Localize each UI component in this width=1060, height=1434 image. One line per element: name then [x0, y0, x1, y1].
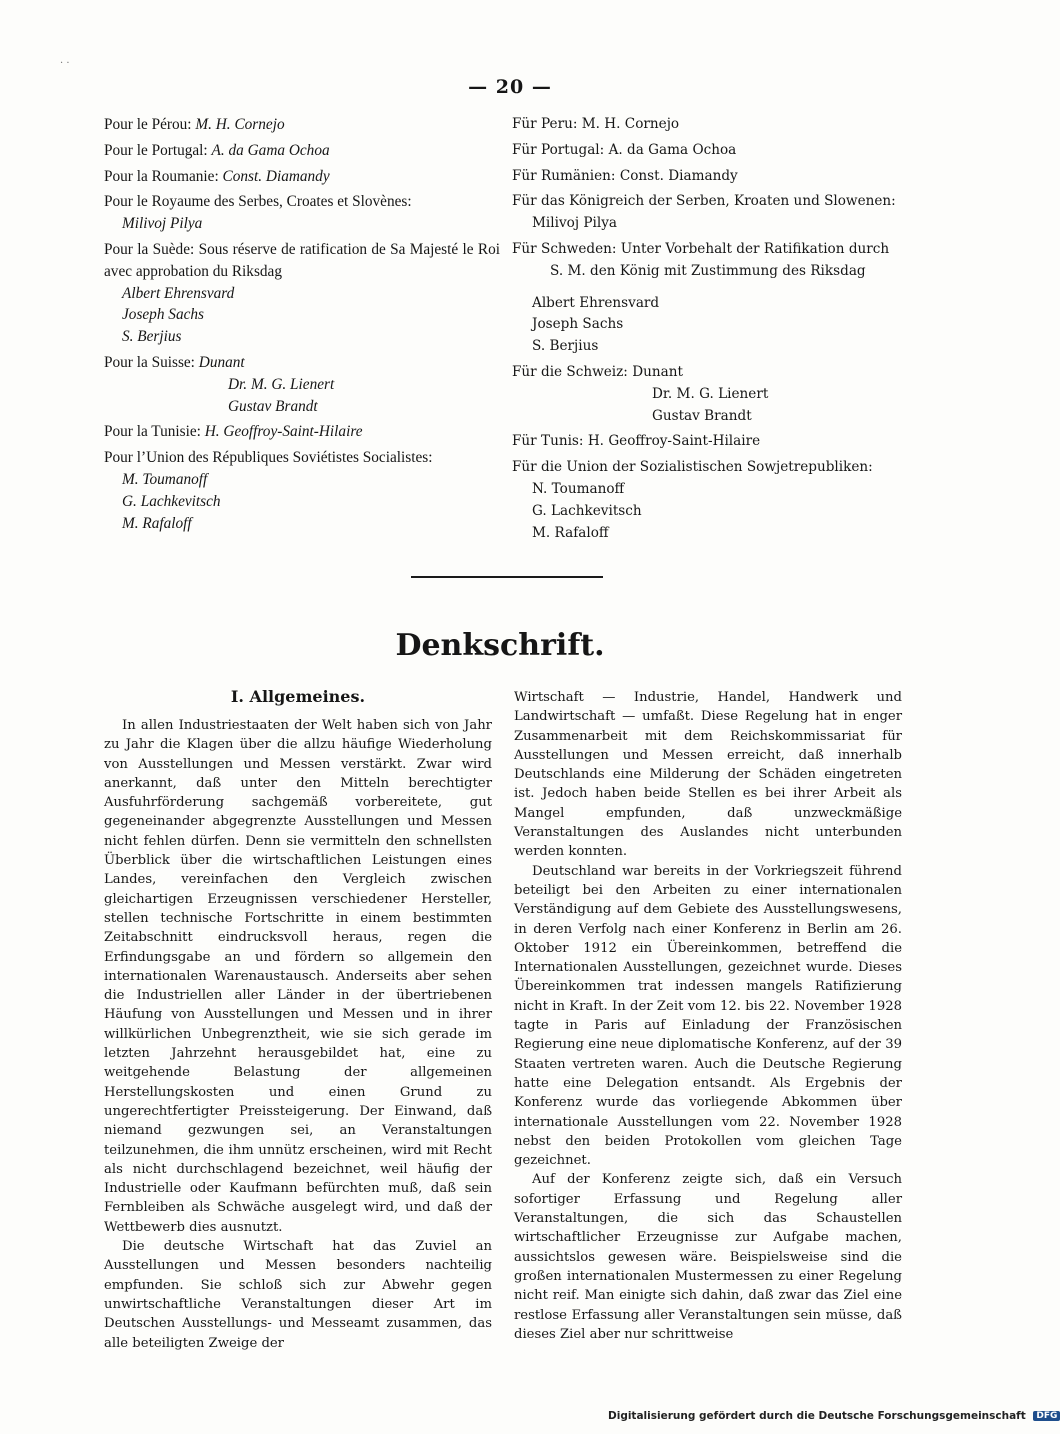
signature-country-label: Für das Königreich der Serben, Kroaten und Slowenen:: [512, 193, 896, 210]
signatory-name: M. Rafaloff: [122, 514, 192, 532]
text-column-left: [104, 686, 492, 1353]
paragraph: Wirtschaft — Industrie, Handel, Handwerk und Landwirtschaft — umfaßt. Diese Regelung hat in enger Zusammenarbeit mit dem Reichskommissariat für Ausstellungen und Messen erreicht, daß innerhalb Deutschlands eine Milderung der Schäden eingetreten ist. Jedoch haben beide Stellen es bei ihrer Arbeit als Mangel empfunden, daß unzweckmäßige Veranstaltungen des Auslandes nicht unterbunden werden konnten.: [514, 690, 902, 860]
signatory-name: Gustav Brandt: [228, 397, 318, 415]
dfg-logo-icon: DFG: [1033, 1411, 1060, 1421]
signature-country-label: Für die Schweiz:: [512, 363, 628, 380]
paragraph: Die deutsche Wirtschaft hat das Zuviel an Ausstellungen und Messen besonders nachteilig empfunden. Sie schloß sich zur Abwehr gegen unwirtschaftliche Veranstaltungen dieser Art im Deutschen Ausstellungs- und Messeamt zusammen, das alle beteiligten Zweige der: [104, 1239, 492, 1351]
signature-entry-peru: [512, 114, 908, 136]
signature-country-label: Für Rumänien:: [512, 167, 616, 184]
paragraph: In allen Industriestaaten der Welt haben sich von Jahr zu Jahr die Klagen über die allzu häufige Wiederholung von Ausstellungen und Messen verstärkt. Zwar wird anerkannt, daß unter den Mitteln berechtigter Ausfuhrförderung sachgemäß vorbereitete, gut gegeneinander abgegrenzte Ausstellungen und Messen nicht fehlen dürfen. Denn sie vermitteln den schnellsten Überblick über die wirtschaftlichen Leistungen eines Landes, vereinfachen den Vergleich zwischen gleichartigen Erzeugnissen verschiedener Hersteller, stellen technische Fortschritte in einem bestimmten Zeitabschnitt eindrucksvoll heraus, regen die Erfindungsgabe an und fördern so allgemein den internationalen Warenaustausch. Anderseits aber sehen die Industriellen aller Länder in der übertriebenen Häufung von Ausstellungen und Messen und in ihrer willkürlichen Unbegrenztheit, wie sie sich gerade im letzten Jahrzehnt herausgebildet hat, eine zu weitgehende Belastung der allgemeinen Herstellungskosten und einen Grund zu ungerechtfertigter Preissteigerung. Der Einwand, daß niemand gezwungen sei, an Veranstaltungen teilzunehmen, die ihm unnütz erscheinen, wird mit Recht als nicht durchschlagend bezeichnet, weil häufig der Industrielle oder Kaufmann befürchten muß, daß sein Fernbleiben als Schwäche ausgelegt wird, und daß der Wettbewerb dies ausnutzt.: [104, 718, 492, 1235]
signature-entry-udssr: [512, 457, 908, 544]
signatory-name: G. Lachkevitsch: [532, 502, 642, 519]
signatory-name: S. Berjius: [532, 338, 599, 355]
signatory-name: G. Lachkevitsch: [122, 492, 221, 510]
signature-entry-tunisie: [104, 421, 500, 443]
signatory-name: Milivoj Pilya: [532, 215, 617, 232]
signatory-name: Dr. M. G. Lienert: [652, 385, 769, 402]
signature-entry-serben: [512, 191, 908, 235]
signatory-name: M. Toumanoff: [122, 470, 208, 488]
signature-country-label: Für Tunis:: [512, 433, 584, 450]
signatory-name: M. Rafaloff: [532, 524, 609, 541]
signature-entry-portugal: [512, 140, 908, 162]
signature-country-label: Pour la Tunisie:: [104, 423, 201, 441]
signatory-name: M. H. Cornejo: [581, 116, 680, 132]
reservation-note: S. M. den König mit Zustimmung des Riksdag: [550, 262, 866, 279]
paragraph: Deutschland war bereits in der Vorkriegszeit führend beteiligt bei den Arbeiten zu einer internationalen Verständigung auf dem Gebiete des Ausstellungswesens, in deren Verfolg nach einer Konferenz in Berlin am 26. Oktober 1912 ein Übereinkommen, betreffend die Internationalen Ausstellungen, gezeichnet wurde. Dieses Übereinkommen trat indessen mangels Ratifizierung nicht in Kraft. In der Zeit vom 12. bis 22. November 1928 tagte in Paris auf Einladung der Französischen Regierung eine neue diplomatische Konferenz, auf der 39 Staaten vertreten waren. Auch die Deutsche Regierung hatte eine Delegation entsandt. Als Ergebnis der Konferenz wurde das vorliegende Abkommen über internationale Ausstellungen vom 22. November 1928 nebst den beiden Protokollen vom gleichen Tage gezeichnet.: [514, 863, 902, 1169]
spacer: [512, 283, 908, 293]
document-title: Denkschrift.: [395, 628, 605, 663]
signature-entry-portugal: [104, 140, 500, 162]
signature-country-label: Pour la Roumanie:: [104, 167, 219, 185]
footer-text: Digitalisierung gefördert durch die Deutsche Forschungsgemeinschaft: [608, 1410, 1026, 1422]
signatory-name: Const. Diamandy: [222, 167, 330, 185]
signatory-name: Joseph Sachs: [122, 306, 204, 324]
signatory-name: H. Geoffroy-Saint-Hilaire: [204, 423, 363, 441]
signature-entry-schweden: [512, 239, 908, 358]
signatory-name: S. Berjius: [122, 328, 182, 346]
reservation-note: Unter Vorbehalt der Ratifikation durch: [620, 240, 890, 257]
signatory-name: Const. Diamandy: [619, 167, 738, 184]
signatory-name: Albert Ehrensvard: [122, 284, 235, 302]
signatory-name: H. Geoffroy-Saint-Hilaire: [587, 433, 761, 450]
signatory-name: Dunant: [198, 353, 245, 371]
reservation-note: Sous réserve de ratification de Sa Majesté le Roi avec approbation du Riksdag: [104, 240, 500, 280]
page-number: — 20 —: [468, 76, 552, 98]
signature-entry-suisse: [104, 352, 500, 417]
signature-country-label: Pour la Suède:: [104, 240, 195, 258]
signatory-name: N. Toumanoff: [532, 480, 625, 497]
signatory-name: Joseph Sachs: [532, 316, 624, 333]
signature-entry-urss: [104, 447, 500, 534]
section-heading: I. Allgemeines.: [230, 687, 366, 706]
signature-country-label: Pour l’Union des Républiques Soviétistes Socialistes:: [104, 449, 433, 467]
signatures-french: [104, 114, 500, 538]
signature-entry-suede: [104, 239, 500, 348]
signatures-german: [512, 114, 908, 548]
signature-country-label: Pour la Suisse:: [104, 353, 195, 371]
signatory-name: A. da Gama Ochoa: [608, 141, 737, 158]
signature-entry-tunis: [512, 431, 908, 453]
signature-entry-serbes: [104, 191, 500, 235]
signatory-name: Dunant: [632, 363, 683, 380]
signature-country-label: Für Portugal:: [512, 141, 605, 158]
signature-country-label: Für die Union der Sozialistischen Sowjetrepubliken:: [512, 459, 873, 476]
signatory-name: Milivoj Pilya: [122, 215, 203, 233]
signatory-name: Gustav Brandt: [652, 407, 752, 424]
signatory-name: Albert Ehrensvard: [532, 294, 660, 311]
text-column-right: [514, 688, 902, 1344]
paragraph: Auf der Konferenz zeigte sich, daß ein Versuch sofortiger Erfassung und Regelung aller Veranstaltungen, die sich das Schaustellen wirtschaftlicher Erzeugnisse zur Aufgabe machen, aussichtslos gewesen wäre. Beispielsweise sind die großen internationalen Mustermessen zu einer Regelung nicht reif. Man einigte sich dahin, daß zwar das Ziel eine restlose Erfassung aller Veranstaltungen sein müsse, daß dieses Ziel aber nur schrittweise: [514, 1172, 902, 1342]
signature-country-label: Pour le Royaume des Serbes, Croates et Slovènes:: [104, 193, 412, 211]
signature-entry-roumanie: [104, 166, 500, 188]
signature-country-label: Pour le Pérou:: [104, 116, 192, 133]
section-divider: [411, 576, 603, 578]
signatory-name: M. H. Cornejo: [195, 116, 285, 133]
signature-country-label: Pour le Portugal:: [104, 141, 208, 159]
signature-country-label: Für Schweden:: [512, 240, 617, 257]
digitization-footer: [608, 1410, 1058, 1422]
signature-entry-peru: [104, 114, 500, 136]
scan-speck: · ·: [60, 58, 70, 69]
signatory-name: Dr. M. G. Lienert: [228, 375, 335, 393]
signature-country-label: Für Peru:: [512, 116, 578, 132]
signature-entry-rumaenien: [512, 166, 908, 188]
signatory-name: A. da Gama Ochoa: [211, 141, 330, 159]
signature-entry-schweiz: [512, 362, 908, 427]
